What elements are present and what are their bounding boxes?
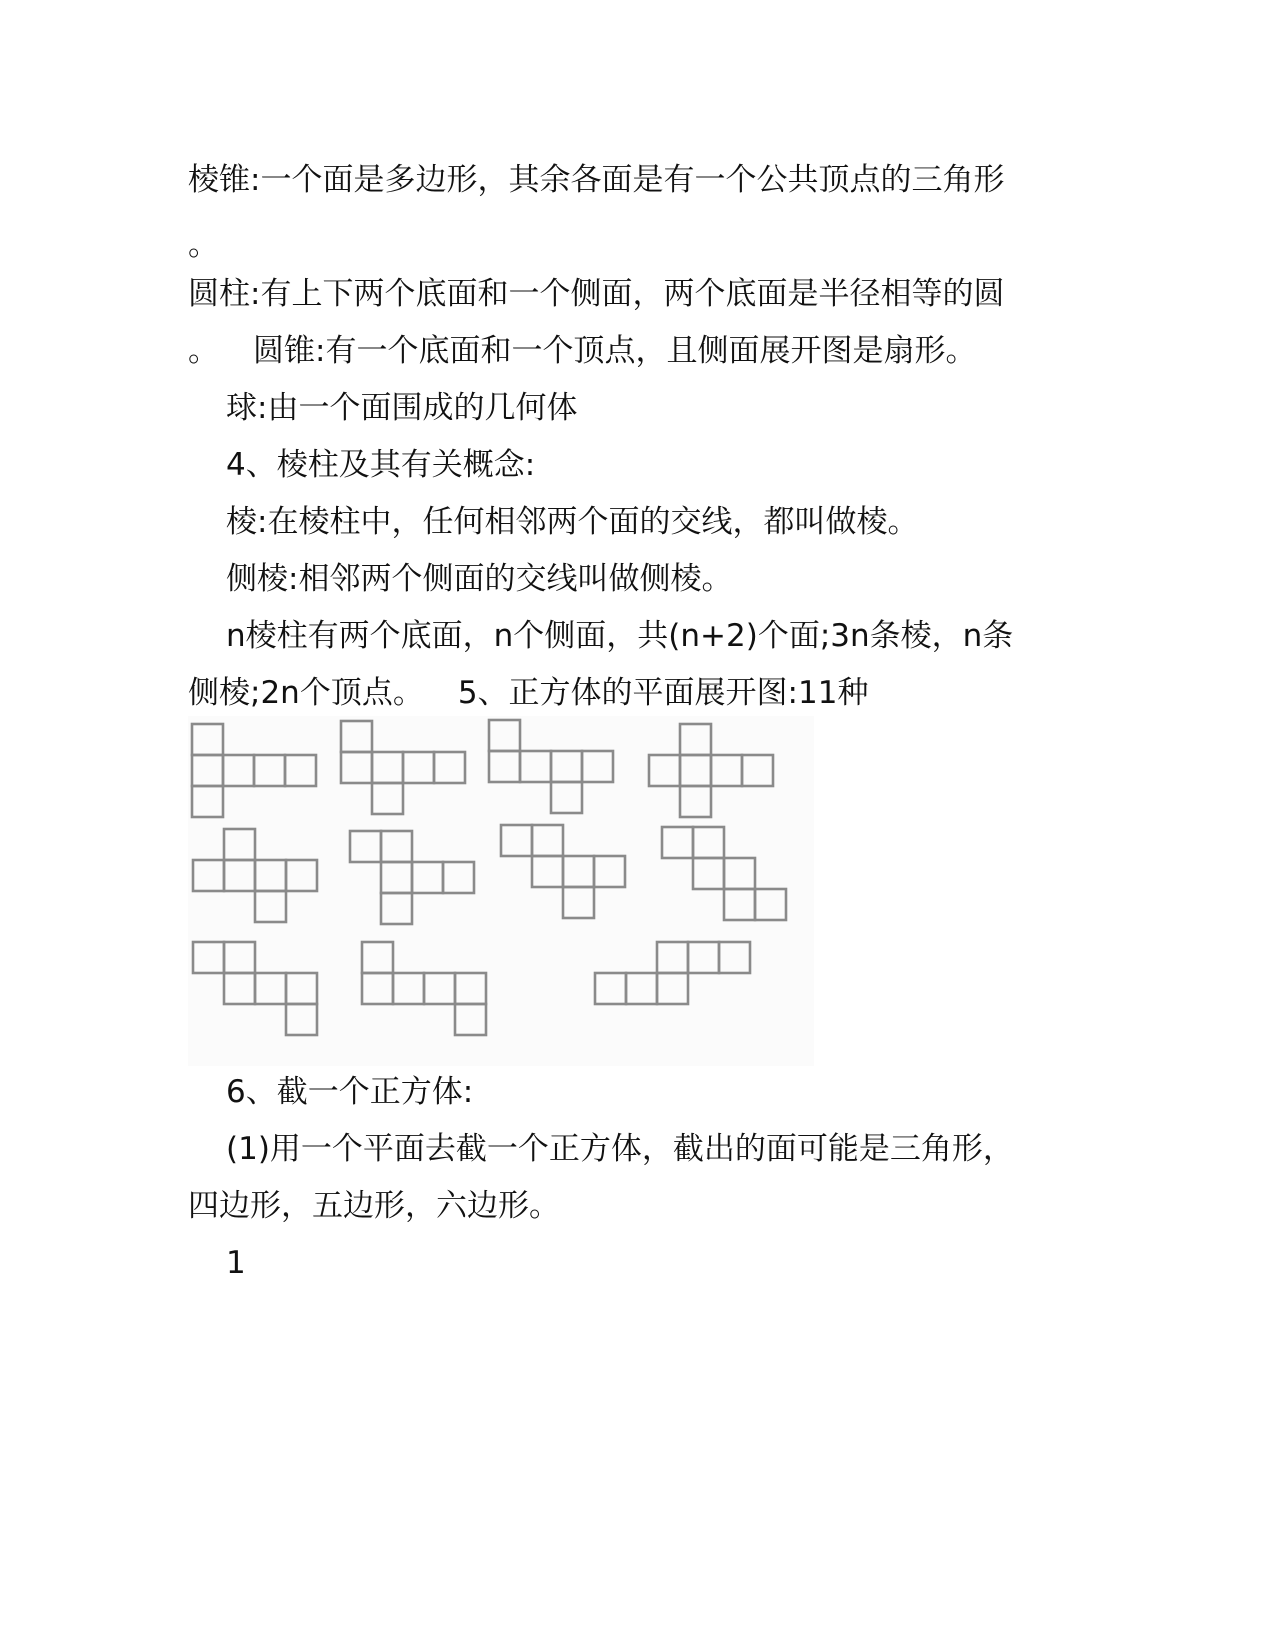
net-square (193, 860, 224, 891)
text-period: 。 (188, 333, 219, 369)
section-heading-cube-nets: 5、正方体的平面展开图:11种 (457, 675, 869, 711)
net-square (680, 724, 711, 755)
cube-net-4 (649, 724, 773, 817)
net-square (724, 889, 755, 920)
net-square (372, 752, 403, 783)
net-square (563, 856, 594, 887)
net-square (755, 889, 786, 920)
section-heading-cube-section: 6、截一个正方体: (226, 1074, 474, 1110)
net-square (649, 755, 680, 786)
cube-net-3 (489, 720, 613, 813)
net-square (680, 755, 711, 786)
net-square (224, 860, 255, 891)
text-vertices: 侧棱;2n个顶点。 (188, 675, 424, 711)
net-square (693, 827, 724, 858)
net-square (223, 755, 254, 786)
net-square (501, 825, 532, 856)
section-heading-prism: 4、棱柱及其有关概念: (226, 447, 536, 483)
text-line-n-prism: n棱柱有两个底面，n个侧面，共(n+2)个面;3n条棱，n条 (226, 618, 1014, 654)
net-square (520, 751, 551, 782)
net-square (286, 1004, 317, 1035)
net-square (551, 782, 582, 813)
net-square (192, 724, 223, 755)
net-square (455, 1004, 486, 1035)
net-square (192, 786, 223, 817)
net-square (254, 755, 285, 786)
net-square (551, 751, 582, 782)
net-square (455, 973, 486, 1004)
net-square (381, 831, 412, 862)
net-square (381, 862, 412, 893)
text-line-period: 。 (188, 227, 219, 263)
text-cone-definition: 圆锥:有一个底面和一个顶点，且侧面展开图是扇形。 (253, 333, 977, 369)
net-square (595, 973, 626, 1004)
net-square (393, 973, 424, 1004)
cube-net-2 (341, 721, 465, 814)
cube-net-9 (193, 942, 317, 1035)
net-square (594, 856, 625, 887)
net-square (693, 858, 724, 889)
net-square (711, 755, 742, 786)
net-square (657, 942, 688, 973)
net-square (719, 942, 750, 973)
net-square (285, 755, 316, 786)
net-square (403, 752, 434, 783)
net-square (224, 942, 255, 973)
text-line-cylinder: 圆柱:有上下两个底面和一个侧面，两个底面是半径相等的圆 (188, 276, 1005, 312)
net-square (532, 825, 563, 856)
net-square (341, 721, 372, 752)
net-square (582, 751, 613, 782)
net-square (563, 887, 594, 918)
net-square (362, 942, 393, 973)
net-square (532, 856, 563, 887)
net-square (372, 783, 403, 814)
net-square (626, 973, 657, 1004)
net-square (412, 862, 443, 893)
net-square (286, 860, 317, 891)
cube-net-1 (192, 724, 316, 817)
net-square (286, 973, 317, 1004)
net-square (688, 942, 719, 973)
net-square (224, 973, 255, 1004)
net-square (224, 829, 255, 860)
net-square (341, 752, 372, 783)
text-line-lateral-edge: 侧棱:相邻两个侧面的交线叫做侧棱。 (226, 561, 733, 597)
cube-net-5 (193, 829, 317, 922)
net-square (434, 752, 465, 783)
net-square (192, 755, 223, 786)
cube-net-6 (350, 831, 474, 924)
net-square (193, 942, 224, 973)
cube-net-11 (595, 942, 750, 1004)
text-line-section-shapes: (1)用一个平面去截一个正方体，截出的面可能是三角形， (226, 1131, 1014, 1167)
text-line-edge: 棱:在棱柱中，任何相邻两个面的交线，都叫做棱。 (226, 504, 919, 540)
text-line-vertices (188, 673, 868, 713)
cube-net-7 (501, 825, 625, 918)
text-line-sphere: 球:由一个面围成的几何体 (226, 390, 578, 426)
net-square (657, 973, 688, 1004)
page-number: 1 (226, 1245, 246, 1281)
text-line-pyramid: 棱锥:一个面是多边形，其余各面是有一个公共顶点的三角形 (188, 162, 1005, 198)
net-square (362, 973, 393, 1004)
net-square (443, 862, 474, 893)
net-square (680, 786, 711, 817)
net-square (350, 831, 381, 862)
net-square (255, 891, 286, 922)
cube-net-10 (362, 942, 486, 1035)
net-square (255, 973, 286, 1004)
cube-net-8 (662, 827, 786, 920)
net-square (489, 751, 520, 782)
net-square (662, 827, 693, 858)
net-square (255, 860, 286, 891)
net-square (724, 858, 755, 889)
text-line-cone (188, 331, 976, 371)
cube-nets-figure (188, 716, 814, 1066)
net-square (424, 973, 455, 1004)
net-square (742, 755, 773, 786)
net-square (489, 720, 520, 751)
net-square (381, 893, 412, 924)
text-line-section-shapes-cont: 四边形，五边形，六边形。 (188, 1188, 560, 1224)
cube-nets-drawing (188, 716, 814, 1066)
